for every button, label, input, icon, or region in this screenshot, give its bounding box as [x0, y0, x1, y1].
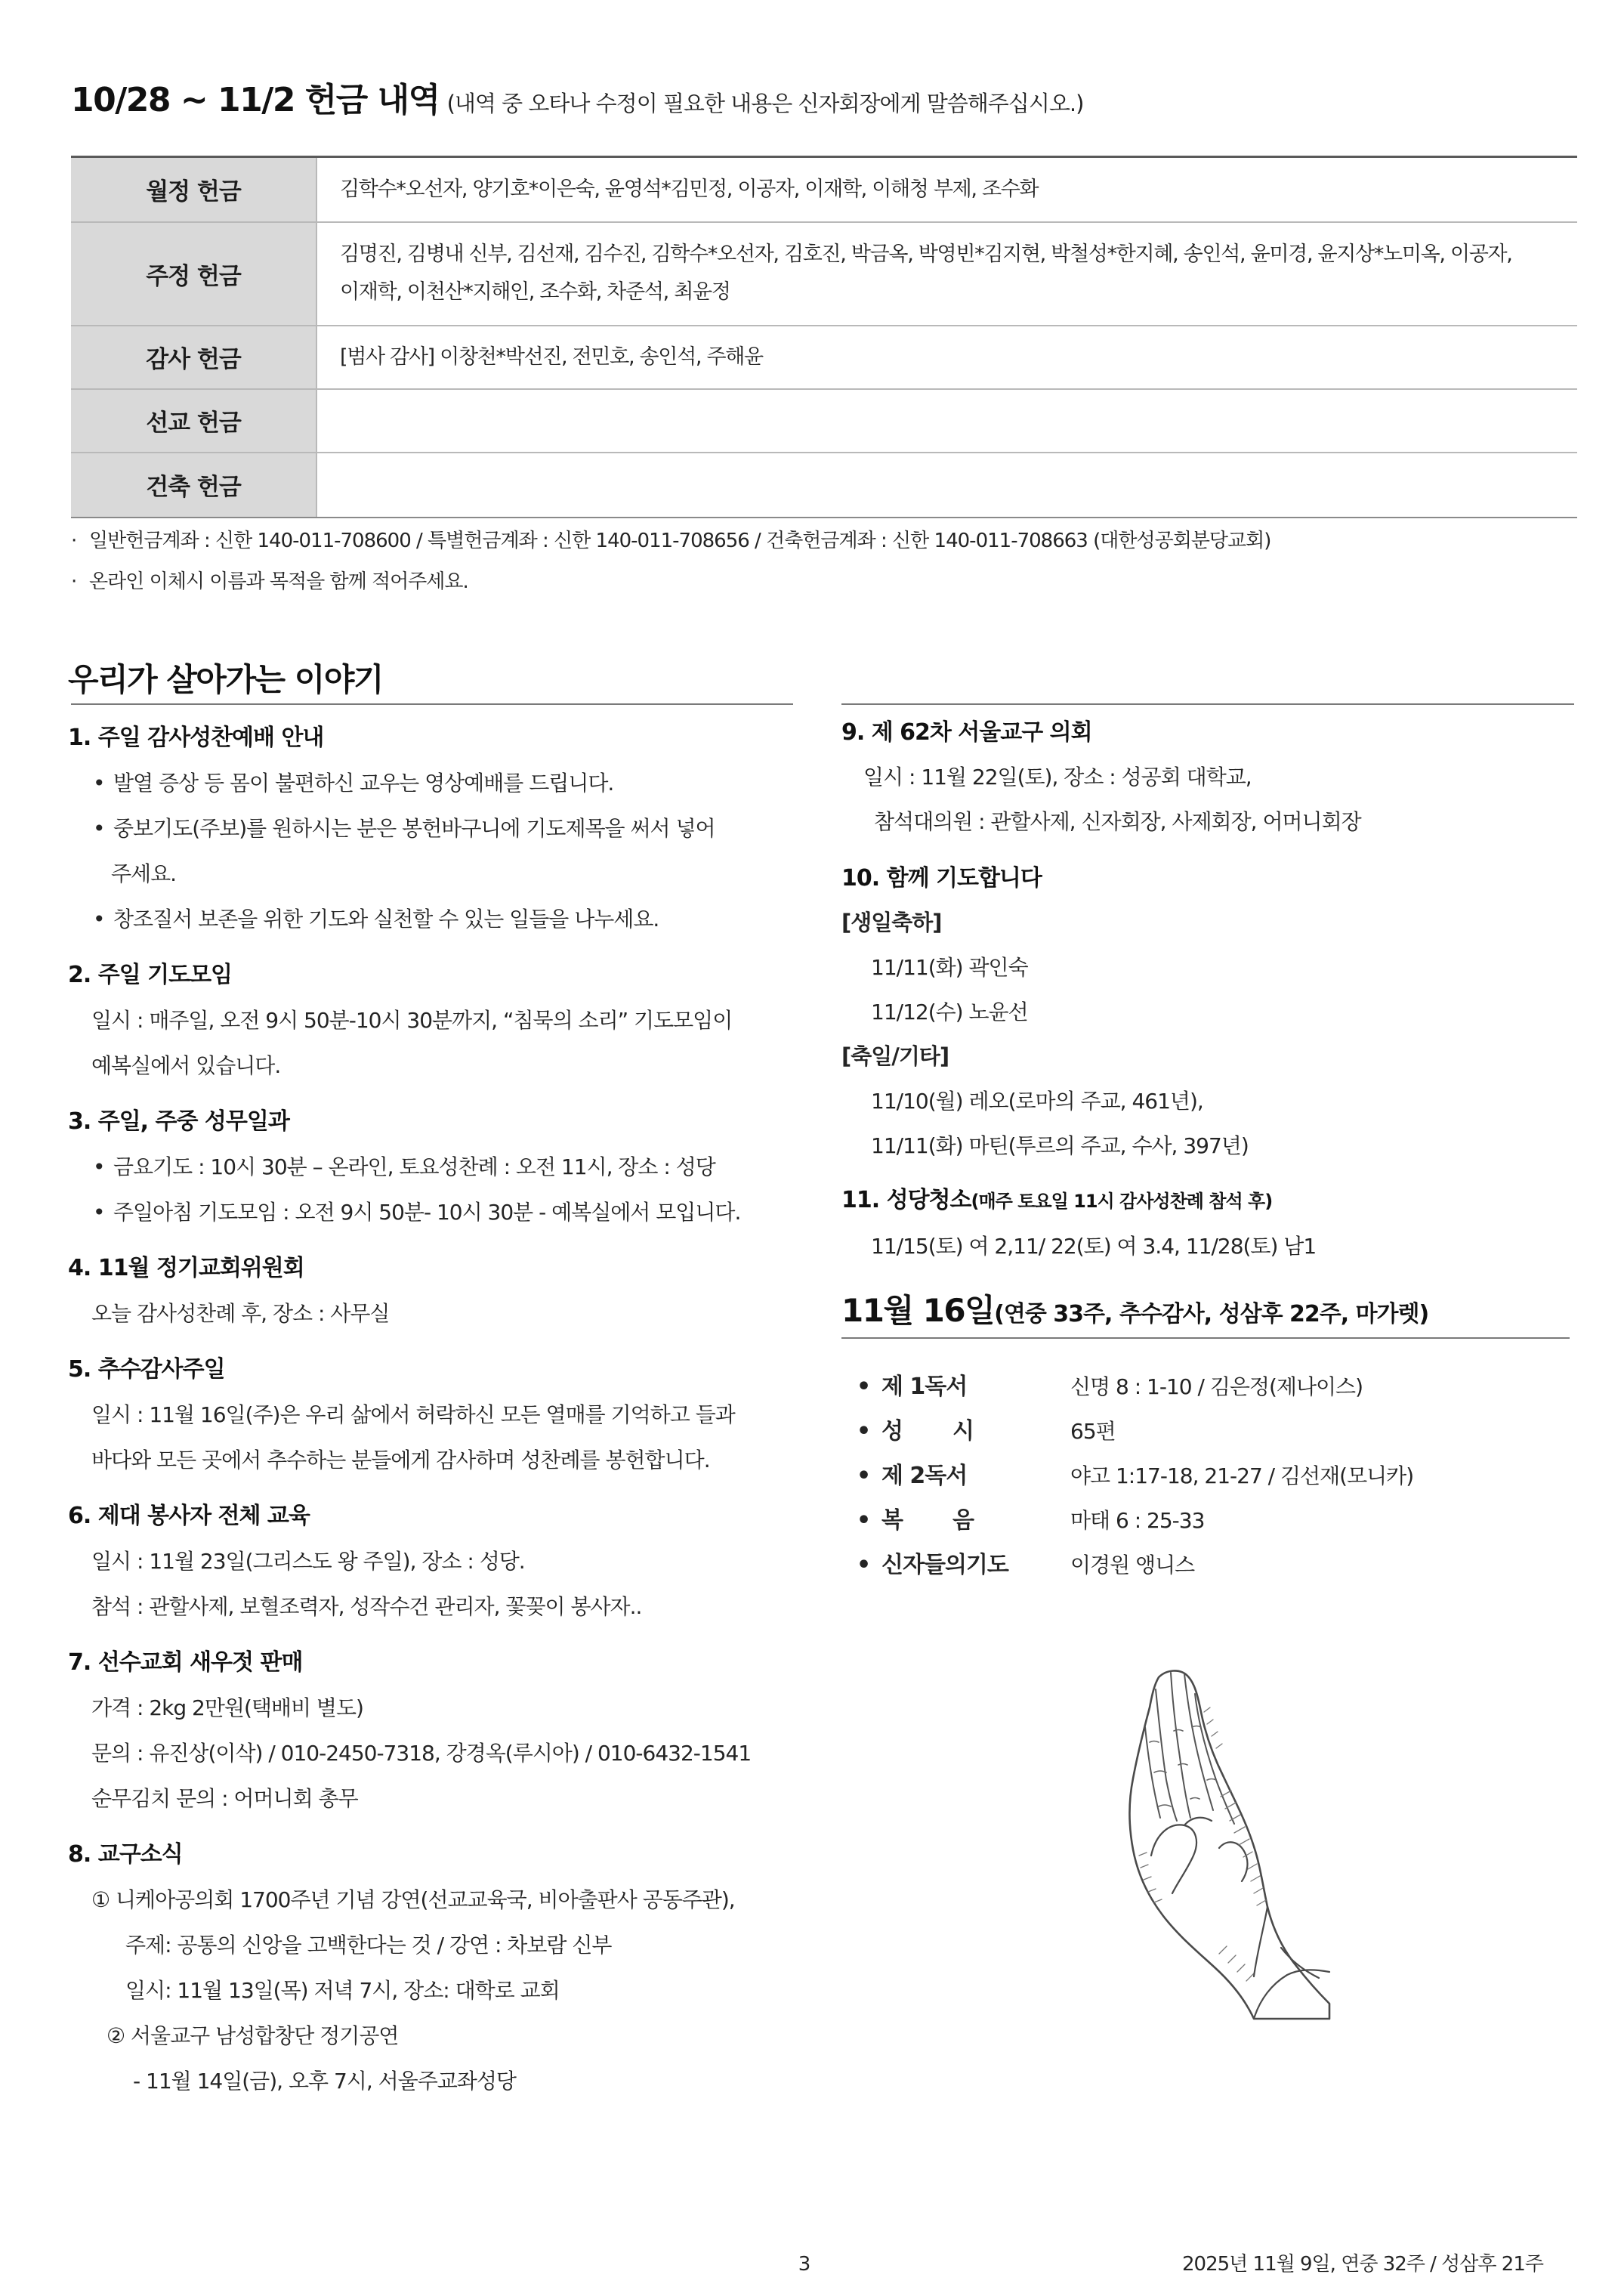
section-heading-text: 11. 성당청소	[841, 1187, 971, 1213]
birthday-item: 11/12(수) 노윤선	[871, 1000, 1028, 1024]
reading-label: • 신자들의기도	[881, 1552, 1008, 1578]
section-heading: 3. 주일, 주중 성무일과	[68, 1108, 289, 1135]
reading-value: 야고 1:17-18, 21-27 / 김선재(모니카)	[1070, 1463, 1414, 1488]
reading-row	[841, 1409, 1570, 1454]
section-heading: 6. 제대 봉사자 전체 교육	[68, 1503, 310, 1529]
lectionary-occasion: (연중 33주, 추수감사, 성삼후 22주, 마가렛)	[994, 1301, 1429, 1327]
text-line: 11/15(토) 여 2,11/ 22(토) 여 3.4, 11/28(토) 남1	[871, 1234, 1317, 1259]
story-section	[68, 1494, 793, 1630]
lectionary-block	[841, 1284, 1570, 1587]
story-section	[68, 1640, 793, 1822]
text-line: - 11월 14일(금), 오후 7시, 서울주교좌성당	[133, 2069, 516, 2094]
reading-label: • 성 시	[881, 1418, 974, 1445]
offering-row-label: 주정 헌금	[71, 222, 316, 326]
bullet-item: • 주일아침 기도모임 : 오전 9시 50분- 10시 30분 - 예복실에서 모입니다.	[68, 1190, 793, 1235]
bullet-item: • 발열 증상 등 몸이 불편하신 교우는 영상예배를 드립니다.	[68, 761, 793, 806]
offering-row-label: 월정 헌금	[71, 157, 316, 222]
names-line: 김명진, 김병내 신부, 김선재, 김수진, 김학수*오선자, 김호진, 박금옥, 박영빈*김지현, 박철성*한지혜, 송인석, 윤미경, 윤지상*노미옥, 이공자,	[340, 243, 1512, 266]
text-line: 일시: 11월 13일(목) 저녁 7시, 장소: 대학로 교회	[125, 1978, 560, 2003]
text-line: 주제: 공통의 신앙을 고백한다는 것 / 강연 : 차보람 신부	[125, 1933, 612, 1958]
offering-row	[71, 389, 1577, 453]
reading-list	[841, 1364, 1570, 1587]
reading-row	[841, 1454, 1570, 1498]
birthday-label: [생일축하]	[841, 910, 942, 935]
story-section	[68, 1246, 793, 1337]
reading-value: 65편	[1070, 1419, 1116, 1444]
text-line: 참석대의원 : 관할사제, 신자회장, 사제회장, 어머니회장	[874, 809, 1361, 834]
story-section	[68, 1099, 793, 1235]
offering-row	[71, 326, 1577, 389]
text-line: ② 서울교구 남성합창단 정기공연	[107, 2023, 399, 2048]
offering-row-label: 건축 헌금	[71, 453, 316, 518]
reading-row	[841, 1498, 1570, 1543]
text-line: 일시 : 11월 16일(주)은 우리 삶에서 허락하신 모든 열매를 기억하고 들과	[91, 1402, 735, 1427]
text-line: 일시 : 매주일, 오전 9시 50분-10시 30분까지, “침묵의 소리” 기도모임이	[91, 1008, 733, 1033]
feast-label: [축일/기타]	[841, 1043, 949, 1069]
story-column	[68, 715, 793, 2104]
offering-row-names	[316, 222, 1577, 326]
divider	[71, 703, 793, 705]
section-heading: 1. 주일 감사성찬예배 안내	[68, 725, 324, 751]
footer-date: 2025년 11월 9일, 연중 32주 / 성삼후 21주	[1182, 2253, 1543, 2276]
offering-row-names	[316, 326, 1577, 389]
text-line: 일시 : 11월 23일(그리스도 왕 주일), 장소 : 성당.	[91, 1549, 525, 1574]
text-line: 예복실에서 있습니다.	[91, 1053, 281, 1078]
praying-hands-icon	[1106, 1667, 1332, 2022]
section-heading: 8. 교구소식	[68, 1841, 183, 1868]
account-note: · 온라인 이체시 이름과 목적을 함께 적어주세요.	[71, 561, 1577, 602]
account-note: · 일반헌금계좌 : 신한 140-011-708600 / 특별헌금계좌 : 신한 140-011-708656 / 건축헌금계좌 : 신한 140-011-708663 (대한성공회분당교회)	[71, 521, 1577, 561]
section-heading: 2. 주일 기도모임	[68, 962, 233, 988]
birthday-item: 11/11(화) 곽인숙	[871, 955, 1028, 980]
text-line: 가격 : 2kg 2만원(택배비 별도)	[91, 1695, 363, 1720]
text-line: 일시 : 11월 22일(토), 장소 : 성공회 대학교,	[863, 765, 1252, 790]
story-section	[68, 1832, 793, 2104]
story-title: 우리가 살아가는 이야기	[68, 661, 383, 698]
notice-section	[841, 710, 1574, 844]
offering-row	[71, 157, 1577, 222]
reading-label: • 제 2독서	[881, 1463, 968, 1489]
offering-row-names	[316, 157, 1577, 222]
text-line: 오늘 감사성찬례 후, 장소 : 사무실	[91, 1301, 390, 1326]
divider	[841, 703, 1574, 705]
reading-row	[841, 1543, 1570, 1587]
section-heading: 7. 선수교회 새우젓 판매	[68, 1649, 303, 1676]
offering-note: (내역 중 오타나 수정이 필요한 내용은 신자회장에게 말씀해주십시오.)	[446, 91, 1084, 116]
text-line: ① 니케아공의회 1700주년 기념 강연(선교교육국, 비아출판사 공동주관),	[91, 1887, 735, 1912]
section-heading	[841, 1178, 1574, 1224]
lectionary-date: 11월 16일	[841, 1292, 995, 1329]
reading-value: 마태 6 : 25-33	[1070, 1508, 1205, 1533]
lectionary-title	[841, 1284, 1570, 1339]
page-number: 3	[798, 2253, 811, 2276]
account-notes	[71, 521, 1577, 602]
offering-row-label: 선교 헌금	[71, 389, 316, 453]
reading-value: 이경원 앵니스	[1070, 1553, 1195, 1578]
section-heading: 9. 제 62차 서울교구 의회	[841, 719, 1092, 746]
text-line: 순무김치 문의 : 어머니회 총무	[91, 1786, 358, 1811]
offering-row	[71, 453, 1577, 518]
bullet-item: • 중보기도(주보)를 원하시는 분은 봉헌바구니에 기도제목을 써서 넣어	[68, 806, 793, 851]
story-section	[68, 953, 793, 1089]
offering-row-names	[316, 389, 1577, 453]
text-line: 문의 : 유진상(이삭) / 010-2450-7318, 강경옥(루시아) / 010-6432-1541	[91, 1741, 752, 1766]
offering-title: 10/28 ~ 11/2 헌금 내역	[71, 81, 440, 119]
offering-row-names	[316, 453, 1577, 518]
text-line: 참석 : 관할사제, 보혈조력자, 성작수건 관리자, 꽃꽂이 봉사자..	[91, 1594, 642, 1619]
feast-item: 11/11(화) 마틴(투르의 주교, 수사, 397년)	[871, 1133, 1249, 1158]
names-line: 김학수*오선자, 양기호*이은숙, 윤영석*김민정, 이공자, 이재학, 이해청 부제, 조수화	[340, 177, 1039, 201]
reading-value: 신명 8 : 1-10 / 김은정(제나이스)	[1070, 1374, 1363, 1399]
section-heading-note: (매주 토요일 11시 감사성찬례 참석 후)	[971, 1191, 1273, 1212]
section-heading: 10. 함께 기도합니다	[841, 865, 1042, 892]
feast-item: 11/10(월) 레오(로마의 주교, 461년),	[871, 1089, 1203, 1114]
section-heading: 4. 11월 정기교회위원회	[68, 1255, 304, 1281]
offering-header	[71, 74, 1083, 127]
text-line: 바다와 모든 곳에서 추수하는 분들에게 감사하며 성찬례를 봉헌합니다.	[91, 1448, 710, 1473]
reading-label: • 복 음	[881, 1507, 974, 1534]
section-heading: 5. 추수감사주일	[68, 1356, 225, 1383]
notice-column	[841, 710, 1574, 1269]
reading-row	[841, 1364, 1570, 1409]
names-line: 이재학, 이천산*지해인, 조수화, 차준석, 최윤정	[340, 280, 730, 304]
bullet-item: • 금요기도 : 10시 30분 – 온라인, 토요성찬례 : 오전 11시, 장소 : 성당	[68, 1145, 793, 1190]
bullet-continuation: 주세요.	[111, 861, 177, 886]
offering-row-label: 감사 헌금	[71, 326, 316, 389]
names-line: [범사 감사] 이창천*박선진, 전민호, 송인석, 주해윤	[340, 345, 763, 369]
story-section	[68, 715, 793, 942]
notice-section	[841, 856, 1574, 1168]
reading-label: • 제 1독서	[881, 1374, 968, 1400]
notice-section	[841, 1178, 1574, 1269]
bullet-item: • 창조질서 보존을 위한 기도와 실천할 수 있는 일들을 나누세요.	[68, 897, 793, 942]
offering-row	[71, 222, 1577, 326]
offering-table	[71, 156, 1577, 518]
story-section	[68, 1347, 793, 1483]
